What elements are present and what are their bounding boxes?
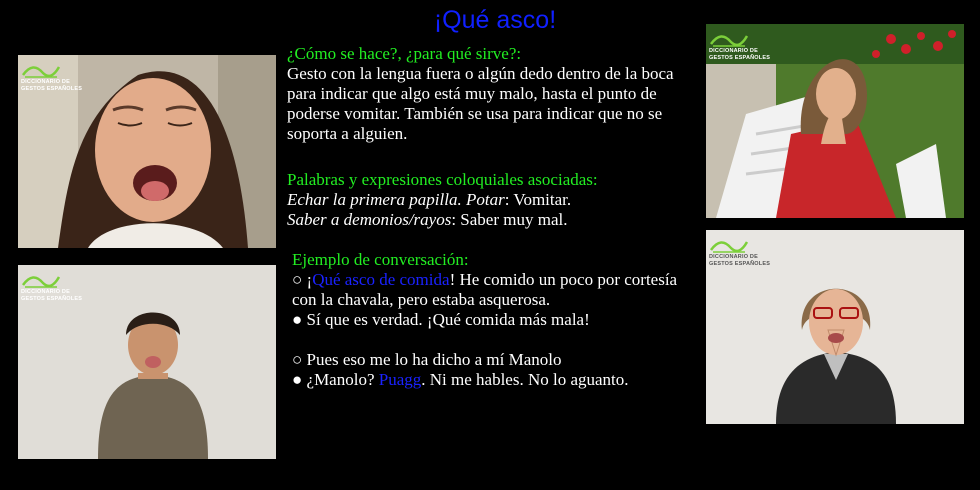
dialog-text: . Ni me hables. No lo aguanto. (421, 370, 629, 389)
expression-line-1 (287, 190, 702, 210)
dialog-line-2: ● Sí que es verdad. ¡Qué comida más mala! (292, 310, 590, 329)
how-description: Gesto con la lengua fuera o algún dedo dentro de la boca para indicar que algo está muy malo, hasta el punto de poderse vomitar. También se usa para indicar que no se soporta a alguien. (287, 64, 674, 143)
dialog-line-1 (292, 270, 702, 310)
highlight-phrase: Qué asco de comida (312, 270, 450, 289)
expression-term: Saber a demonios/rayos (287, 210, 452, 229)
logo (709, 238, 771, 267)
how-heading: ¿Cómo se hace?, ¿para qué sirve?: (287, 44, 522, 63)
dialog-text: ● ¿Manolo? (292, 370, 379, 389)
logo-text: DICCIONARIO DE (21, 289, 70, 295)
logo (21, 273, 83, 302)
expressions-heading: Palabras y expresiones coloquiales asociadas: (287, 170, 598, 189)
logo-text: GESTOS ESPAÑOLES (709, 54, 771, 61)
expression-term: Echar la primera papilla. (287, 190, 462, 209)
logo-text: DICCIONARIO DE (709, 48, 758, 54)
photo-boy-tongue-out (18, 265, 276, 459)
example-section (292, 250, 702, 390)
logo-text: DICCIONARIO DE (709, 254, 758, 260)
highlight-phrase: Puagg (378, 370, 422, 389)
photo-woman-glasses-fingers-in-mouth (706, 230, 964, 424)
dialog-line-4 (292, 370, 702, 390)
expression-meaning: : Vomitar. (504, 190, 572, 209)
dialog-text: ! He comido un poco por cortesía con la chavala, pero estaba asquerosa. (292, 270, 678, 309)
expressions-section (287, 170, 702, 230)
page-title: ¡Qué asco! (433, 6, 557, 34)
expression-meaning: : Saber muy mal. (451, 210, 568, 229)
expression-line-2 (287, 210, 702, 230)
logo-text: GESTOS ESPAÑOLES (709, 260, 771, 267)
logo-text: DICCIONARIO DE (21, 79, 70, 85)
photo-woman-tongue-out (18, 55, 276, 248)
photo-woman-fingers-in-mouth-garden (706, 24, 964, 218)
how-section (287, 44, 702, 144)
expression-term: Potar (465, 190, 505, 209)
dialog-line-3: ○ Pues eso me lo ha dicho a mí Manolo (292, 350, 562, 369)
logo-text: GESTOS ESPAÑOLES (21, 295, 83, 302)
logo (21, 63, 83, 92)
dialog-bullet: ○ ¡ (292, 270, 313, 289)
logo (709, 32, 771, 61)
logo-text: GESTOS ESPAÑOLES (21, 85, 83, 92)
example-heading: Ejemplo de conversación: (292, 250, 469, 269)
